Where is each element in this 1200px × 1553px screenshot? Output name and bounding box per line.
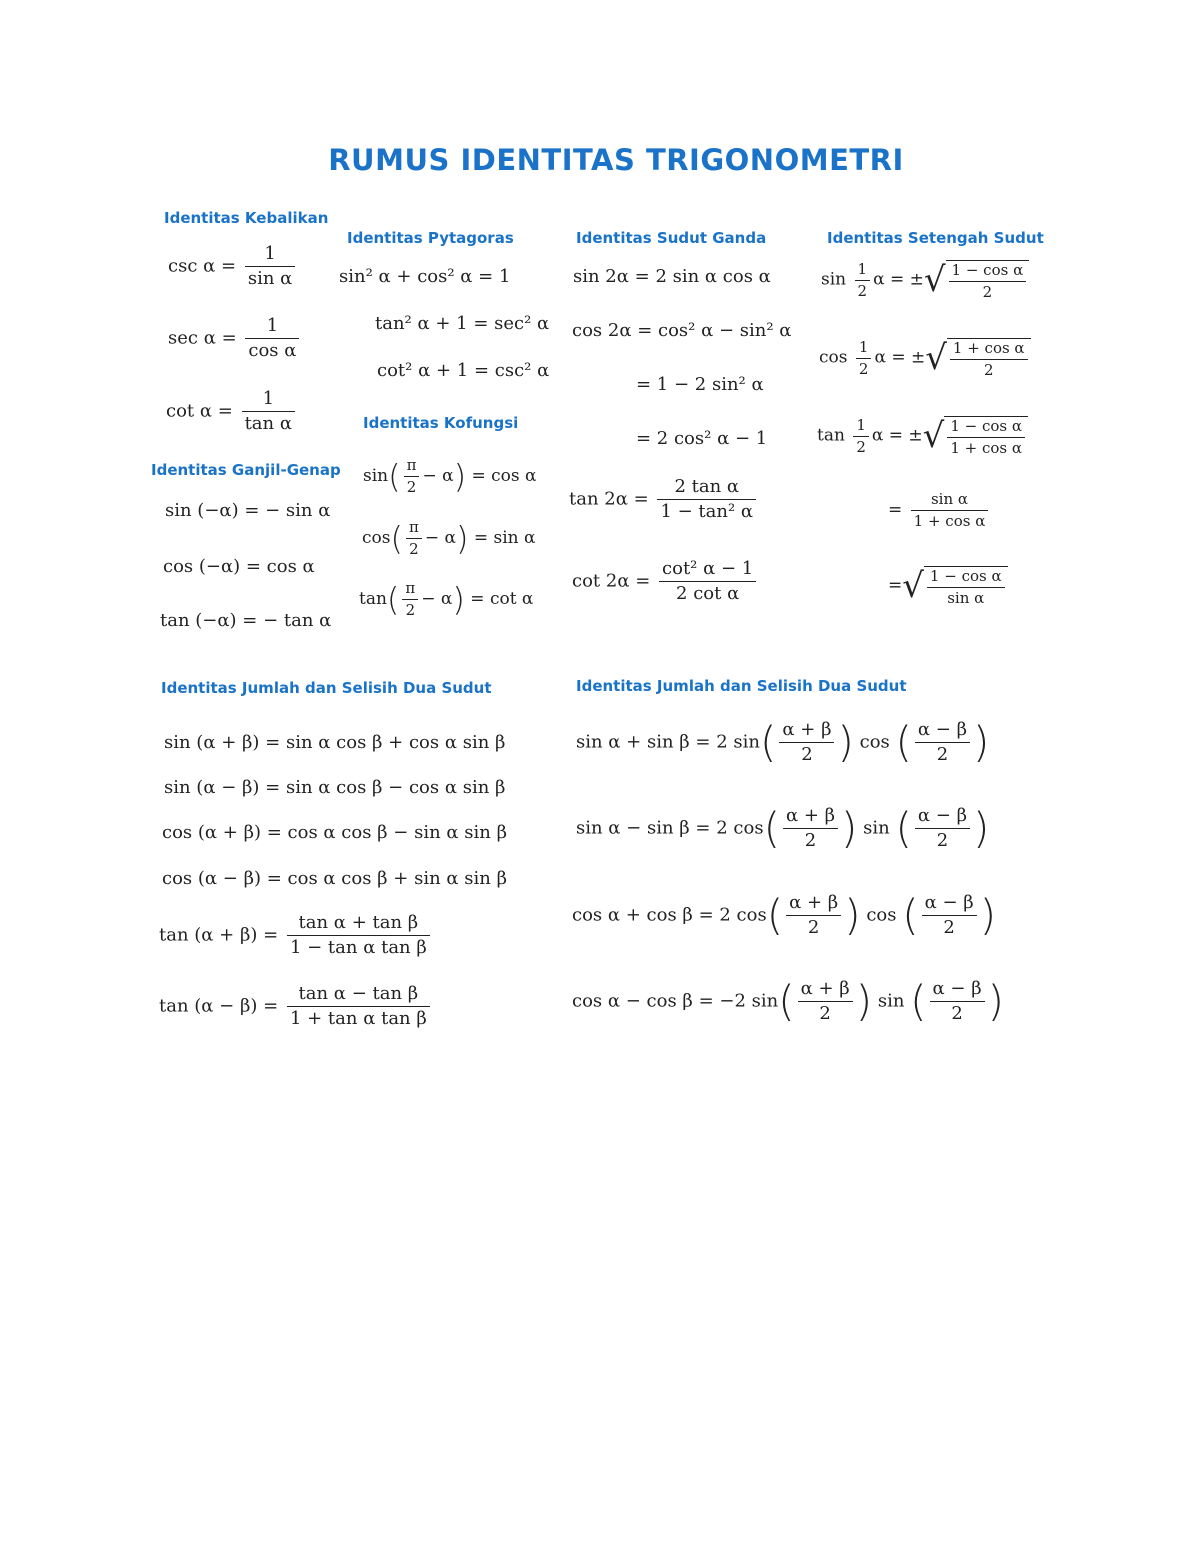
formula-pytagoras-3: cot² α + 1 = csc² α <box>377 360 550 381</box>
formula-pytagoras-2: tan² α + 1 = sec² α <box>375 313 550 334</box>
formula-csc: csc α = $\frac{1}{\text{sin α}}$ <box>168 245 298 288</box>
header-identitas-pytagoras: Identitas Pytagoras <box>347 229 514 247</box>
formula-ganjil-tan: tan (−α) = − tan α <box>160 610 332 631</box>
formula-sin-sum: sin (α + β) = sin α cos β + cos α sin β <box>164 732 506 753</box>
formula-sec: sec α = $\frac{1}{\text{cos α}}$ <box>168 317 302 360</box>
formula-cot: cot α = $\frac{1}{\text{tan α}}$ <box>166 390 298 433</box>
formula-sin-plus-sin: sin α + sin β = 2 sin( $\frac{\alpha + \beta}{2}$ ) cos ( $\frac{\alpha - \beta}{2}$ ) <box>576 717 990 767</box>
formula-cos-sum: cos (α + β) = cos α cos β − sin α sin β <box>162 822 507 843</box>
formula-sin-diff: sin (α − β) = sin α cos β − cos α sin β <box>164 777 506 798</box>
header-jumlah-selisih-left: Identitas Jumlah dan Selisih Dua Sudut <box>161 679 492 697</box>
formula-genap-cos: cos (−α) = cos α <box>163 556 315 577</box>
formula-setengah-tan: tan $\frac{1}{2}$ α = ±√ $\frac{\text{1 − cos α}}{\text{1 + cos α}}$ <box>817 416 1028 456</box>
header-jumlah-selisih-right: Identitas Jumlah dan Selisih Dua Sudut <box>576 677 907 695</box>
formula-cot-2a: cot 2α = $\frac{\text{cot² α − 1}}{\text{2 cot α}}$ <box>572 560 759 603</box>
formula-kofungsi-sin: sin( $\frac{\pi}{2}$ − α) = cos α <box>363 456 537 496</box>
formula-cos-2a-3: = 2 cos² α − 1 <box>636 428 768 449</box>
formula-setengah-cos: cos $\frac{1}{2}$ α = ±√ $\frac{\text{1 + cos α}}{2}$ <box>819 338 1031 378</box>
page-title: RUMUS IDENTITAS TRIGONOMETRI <box>328 143 904 177</box>
header-identitas-ganjil-genap: Identitas Ganjil-Genap <box>151 461 341 479</box>
formula-kofungsi-tan: tan( $\frac{\pi}{2}$ − α) = cot α <box>359 579 534 619</box>
formula-setengah-tan-alt2: =√ $\frac{\text{1 − cos α}}{\text{sin α}}$ <box>888 566 1008 606</box>
formula-sin-minus-sin: sin α − sin β = 2 cos( $\frac{\alpha + \beta}{2}$ ) sin ( $\frac{\alpha - \beta}{2}$ ) <box>576 803 990 853</box>
header-identitas-kebalikan: Identitas Kebalikan <box>164 209 329 227</box>
header-identitas-kofungsi: Identitas Kofungsi <box>363 414 519 432</box>
formula-kofungsi-cos: cos( $\frac{\pi}{2}$ − α) = sin α <box>362 518 536 558</box>
formula-tan-diff: tan (α − β) = $\frac{\text{tan α − tan β}}{\text{1 + tan α tan β}}$ <box>159 985 433 1028</box>
formula-setengah-sin: sin $\frac{1}{2}$ α = ±√ $\frac{\text{1 − cos α}}{2}$ <box>821 260 1029 300</box>
formula-cos-plus-cos: cos α + cos β = 2 cos( $\frac{\alpha + \beta}{2}$ ) cos ( $\frac{\alpha - \beta}{2}$ ) <box>572 890 997 940</box>
formula-sin-2a: sin 2α = 2 sin α cos α <box>573 266 771 287</box>
formula-tan-2a: tan 2α = $\frac{\text{2 tan α}}{\text{1 − tan² α}}$ <box>569 478 759 521</box>
formula-cos-diff: cos (α − β) = cos α cos β + sin α sin β <box>162 868 507 889</box>
formula-tan-sum: tan (α + β) = $\frac{\text{tan α + tan β}}{\text{1 − tan α tan β}}$ <box>159 914 433 957</box>
formula-ganjil-sin: sin (−α) = − sin α <box>165 500 331 521</box>
formula-cos-minus-cos: cos α − cos β = −2 sin( $\frac{\alpha + \beta}{2}$ ) sin ( $\frac{\alpha - \beta}{2}$ ) <box>572 976 1005 1026</box>
formula-cos-2a-1: cos 2α = cos² α − sin² α <box>572 320 792 341</box>
formula-setengah-tan-alt1: = $\frac{\text{sin α}}{\text{1 + cos α}}$ <box>888 492 991 529</box>
formula-pytagoras-1: sin² α + cos² α = 1 <box>339 266 511 287</box>
header-identitas-setengah-sudut: Identitas Setengah Sudut <box>827 229 1044 247</box>
header-identitas-sudut-ganda: Identitas Sudut Ganda <box>576 229 767 247</box>
formula-cos-2a-2: = 1 − 2 sin² α <box>636 374 764 395</box>
